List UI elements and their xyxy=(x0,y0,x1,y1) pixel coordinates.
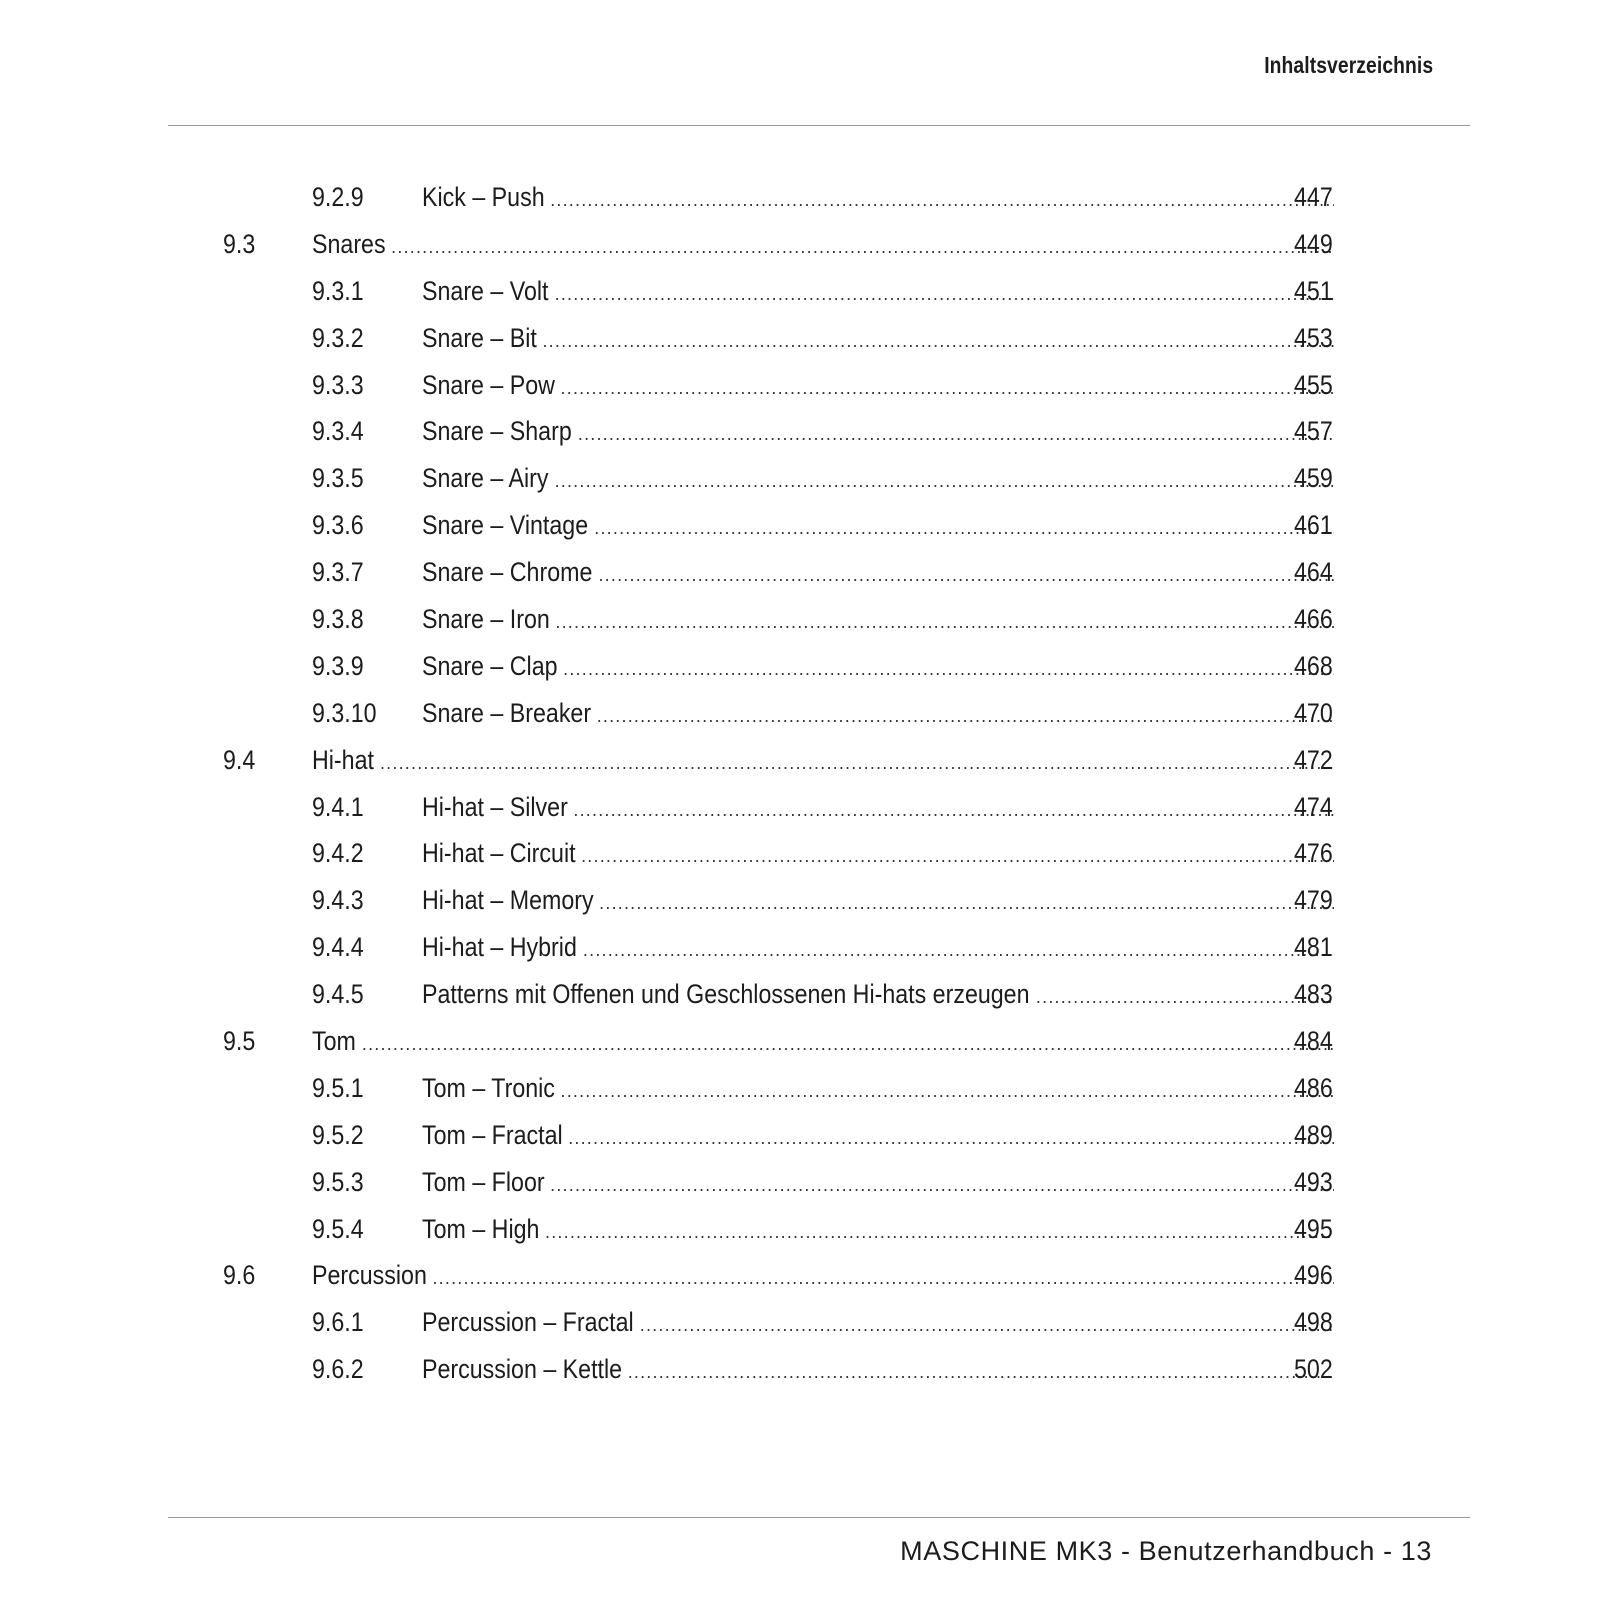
toc-entry[interactable] xyxy=(0,1018,1600,1065)
dot-leader xyxy=(555,271,1334,318)
toc-entry-title: Snare – Bit xyxy=(422,322,537,353)
toc-entry-leader xyxy=(422,1112,1334,1162)
toc-entry-leader xyxy=(422,362,1334,412)
dot-leader xyxy=(640,1302,1334,1349)
toc-entry-page-number: 455 xyxy=(1294,369,1333,400)
table-of-contents xyxy=(0,174,1600,1393)
dot-leader xyxy=(597,693,1334,740)
toc-entry-page-number: 468 xyxy=(1294,650,1333,681)
toc-entry-page-number: 481 xyxy=(1294,932,1333,963)
page-footer: MASCHINE MK3 - Benutzerhandbuch - 13 xyxy=(900,1536,1432,1566)
dot-leader xyxy=(568,1115,1334,1162)
toc-entry[interactable] xyxy=(0,1112,1600,1159)
toc-entry-page-number: 483 xyxy=(1294,979,1333,1010)
toc-entry-title: Tom – Fractal xyxy=(422,1119,563,1150)
toc-entry-leader xyxy=(422,877,1334,927)
dot-leader xyxy=(362,1021,1334,1068)
dot-leader xyxy=(581,833,1334,880)
toc-entry-number: 9.4.3 xyxy=(312,885,364,916)
toc-entry-title: Snare – Airy xyxy=(422,463,549,494)
toc-entry-number: 9.3.8 xyxy=(312,604,364,635)
toc-entry[interactable] xyxy=(0,549,1600,596)
dot-leader xyxy=(561,365,1334,412)
toc-entry-page-number: 493 xyxy=(1294,1166,1333,1197)
toc-entry-page-number: 479 xyxy=(1294,885,1333,916)
toc-entry-page-number: 489 xyxy=(1294,1119,1333,1150)
dot-leader xyxy=(1036,974,1334,1021)
dot-leader xyxy=(545,1209,1334,1256)
toc-entry-number: 9.4.2 xyxy=(312,838,364,869)
toc-entry-title: Hi-hat – Hybrid xyxy=(422,932,577,963)
toc-entry-page-number: 449 xyxy=(1294,228,1333,259)
toc-entry[interactable] xyxy=(0,408,1600,455)
toc-entry[interactable] xyxy=(0,362,1600,409)
toc-entry-page-number: 466 xyxy=(1294,604,1333,635)
dot-leader xyxy=(555,458,1334,505)
toc-entry-leader xyxy=(422,408,1334,458)
toc-entry-number: 9.6.2 xyxy=(312,1354,364,1385)
toc-entry-leader xyxy=(422,1299,1334,1349)
toc-entry-number: 9.4 xyxy=(223,744,256,775)
toc-entry[interactable] xyxy=(0,268,1600,315)
dot-leader xyxy=(391,224,1334,271)
toc-entry[interactable] xyxy=(0,1346,1600,1393)
toc-entry-leader xyxy=(422,549,1334,599)
toc-entry-page-number: 472 xyxy=(1294,744,1333,775)
toc-entry-page-number: 502 xyxy=(1294,1354,1333,1385)
toc-entry[interactable] xyxy=(0,502,1600,549)
toc-entry-title: Snares xyxy=(312,228,386,259)
dot-leader xyxy=(555,599,1334,646)
toc-entry-title: Snare – Vintage xyxy=(422,510,589,541)
toc-entry-leader xyxy=(422,643,1334,693)
dot-leader xyxy=(550,177,1334,224)
toc-entry-leader xyxy=(312,1252,1334,1302)
toc-entry-title: Snare – Pow xyxy=(422,369,555,400)
toc-entry-number: 9.3.5 xyxy=(312,463,364,494)
toc-entry-number: 9.3.1 xyxy=(312,275,364,306)
dot-leader xyxy=(578,411,1334,458)
toc-entry[interactable] xyxy=(0,1206,1600,1253)
toc-entry-page-number: 470 xyxy=(1294,697,1333,728)
toc-entry-leader xyxy=(422,502,1334,552)
toc-entry[interactable] xyxy=(0,315,1600,362)
toc-entry-page-number: 459 xyxy=(1294,463,1333,494)
dot-leader xyxy=(432,1255,1334,1302)
dot-leader xyxy=(550,1162,1334,1209)
toc-entry-title: Patterns mit Offenen und Geschlossenen Hi-hats erzeugen xyxy=(422,979,1030,1010)
toc-entry[interactable] xyxy=(0,1252,1600,1299)
toc-entry[interactable] xyxy=(0,784,1600,831)
toc-entry-title: Tom xyxy=(312,1026,356,1057)
toc-entry-leader xyxy=(422,971,1334,1021)
toc-entry-title: Snare – Iron xyxy=(422,604,550,635)
toc-entry-number: 9.3.4 xyxy=(312,416,364,447)
footer-divider xyxy=(168,1517,1470,1518)
toc-entry[interactable] xyxy=(0,174,1600,221)
toc-entry[interactable] xyxy=(0,596,1600,643)
toc-entry-number: 9.5.4 xyxy=(312,1213,364,1244)
dot-leader xyxy=(542,318,1334,365)
toc-entry-number: 9.3 xyxy=(223,228,256,259)
toc-entry-number: 9.6 xyxy=(223,1260,256,1291)
toc-entry[interactable] xyxy=(0,643,1600,690)
toc-entry-leader xyxy=(422,830,1334,880)
toc-entry[interactable] xyxy=(0,877,1600,924)
toc-entry-title: Percussion – Kettle xyxy=(422,1354,623,1385)
toc-entry-title: Percussion xyxy=(312,1260,427,1291)
toc-entry-leader xyxy=(422,268,1334,318)
toc-entry[interactable] xyxy=(0,690,1600,737)
dot-leader xyxy=(598,552,1334,599)
toc-entry-number: 9.3.10 xyxy=(312,697,377,728)
toc-entry-leader xyxy=(422,596,1334,646)
toc-entry-page-number: 457 xyxy=(1294,416,1333,447)
toc-entry-title: Hi-hat – Silver xyxy=(422,791,568,822)
toc-entry-page-number: 498 xyxy=(1294,1307,1333,1338)
toc-entry-title: Snare – Sharp xyxy=(422,416,572,447)
toc-entry-title: Snare – Clap xyxy=(422,650,558,681)
toc-entry-title: Tom – High xyxy=(422,1213,540,1244)
toc-entry-title: Snare – Chrome xyxy=(422,557,593,588)
toc-entry-leader xyxy=(422,315,1334,365)
toc-entry-title: Hi-hat – Memory xyxy=(422,885,594,916)
toc-entry-number: 9.5.1 xyxy=(312,1072,364,1103)
toc-entry-number: 9.4.4 xyxy=(312,932,364,963)
dot-leader xyxy=(561,1068,1335,1115)
toc-entry-page-number: 447 xyxy=(1294,182,1333,212)
toc-entry[interactable] xyxy=(0,924,1600,971)
toc-entry-leader xyxy=(422,784,1334,834)
toc-entry[interactable] xyxy=(0,1159,1600,1206)
toc-entry-page-number: 495 xyxy=(1294,1213,1333,1244)
dot-leader xyxy=(628,1349,1334,1396)
toc-entry-number: 9.6.1 xyxy=(312,1307,364,1338)
toc-entry[interactable] xyxy=(0,1299,1600,1346)
dot-leader xyxy=(599,880,1334,927)
toc-entry-leader xyxy=(312,221,1334,271)
toc-entry-leader xyxy=(312,737,1334,787)
toc-entry-title: Snare – Volt xyxy=(422,275,549,306)
toc-entry-title: Hi-hat – Circuit xyxy=(422,838,576,869)
dot-leader xyxy=(594,505,1334,552)
toc-entry-leader xyxy=(422,1346,1334,1396)
toc-entry-title: Snare – Breaker xyxy=(422,697,592,728)
dot-leader xyxy=(573,787,1334,834)
toc-entry-title: Hi-hat xyxy=(312,744,374,775)
toc-entry-page-number: 451 xyxy=(1294,275,1333,306)
toc-entry-page-number: 496 xyxy=(1294,1260,1333,1291)
toc-entry-number: 9.3.9 xyxy=(312,650,364,681)
running-header-title: Inhaltsverzeichnis xyxy=(1263,52,1433,78)
toc-entry-number: 9.3.7 xyxy=(312,557,364,588)
toc-entry-number: 9.3.3 xyxy=(312,369,364,400)
toc-entry-leader xyxy=(312,1018,1334,1068)
toc-entry-number: 9.5 xyxy=(223,1026,256,1057)
toc-entry-number: 9.5.3 xyxy=(312,1166,364,1197)
toc-entry[interactable] xyxy=(0,971,1600,1018)
toc-entry-leader xyxy=(422,690,1334,740)
toc-entry-number: 9.5.2 xyxy=(312,1119,364,1150)
dot-leader xyxy=(583,927,1334,974)
toc-entry-title: Kick – Push xyxy=(422,182,545,212)
toc-entry-leader xyxy=(422,174,1334,224)
toc-entry-title: Tom – Tronic xyxy=(422,1072,555,1103)
toc-entry-leader xyxy=(422,455,1334,505)
toc-entry-leader xyxy=(422,1159,1334,1209)
toc-entry-number: 9.2.9 xyxy=(312,182,364,212)
header-divider xyxy=(168,125,1470,126)
toc-entry-leader xyxy=(422,924,1334,974)
toc-entry[interactable] xyxy=(0,455,1600,502)
toc-entry-page-number: 476 xyxy=(1294,838,1333,869)
toc-entry-page-number: 464 xyxy=(1294,557,1333,588)
toc-entry-leader xyxy=(422,1065,1334,1115)
toc-entry-title: Tom – Floor xyxy=(422,1166,545,1197)
toc-entry-page-number: 453 xyxy=(1294,322,1333,353)
toc-entry[interactable] xyxy=(0,1065,1600,1112)
toc-entry-number: 9.3.2 xyxy=(312,322,364,353)
toc-entry-page-number: 484 xyxy=(1294,1026,1333,1057)
toc-entry[interactable] xyxy=(0,830,1600,877)
toc-entry[interactable] xyxy=(0,221,1600,268)
toc-entry-page-number: 486 xyxy=(1294,1072,1333,1103)
toc-entry-page-number: 474 xyxy=(1294,791,1333,822)
toc-entry-number: 9.4.5 xyxy=(312,979,364,1010)
dot-leader xyxy=(380,740,1334,787)
toc-entry-page-number: 461 xyxy=(1294,510,1333,541)
toc-entry-title: Percussion – Fractal xyxy=(422,1307,634,1338)
toc-entry[interactable] xyxy=(0,737,1600,784)
toc-entry-leader xyxy=(422,1206,1334,1256)
dot-leader xyxy=(563,646,1334,693)
toc-entry-number: 9.3.6 xyxy=(312,510,364,541)
toc-entry-number: 9.4.1 xyxy=(312,791,364,822)
